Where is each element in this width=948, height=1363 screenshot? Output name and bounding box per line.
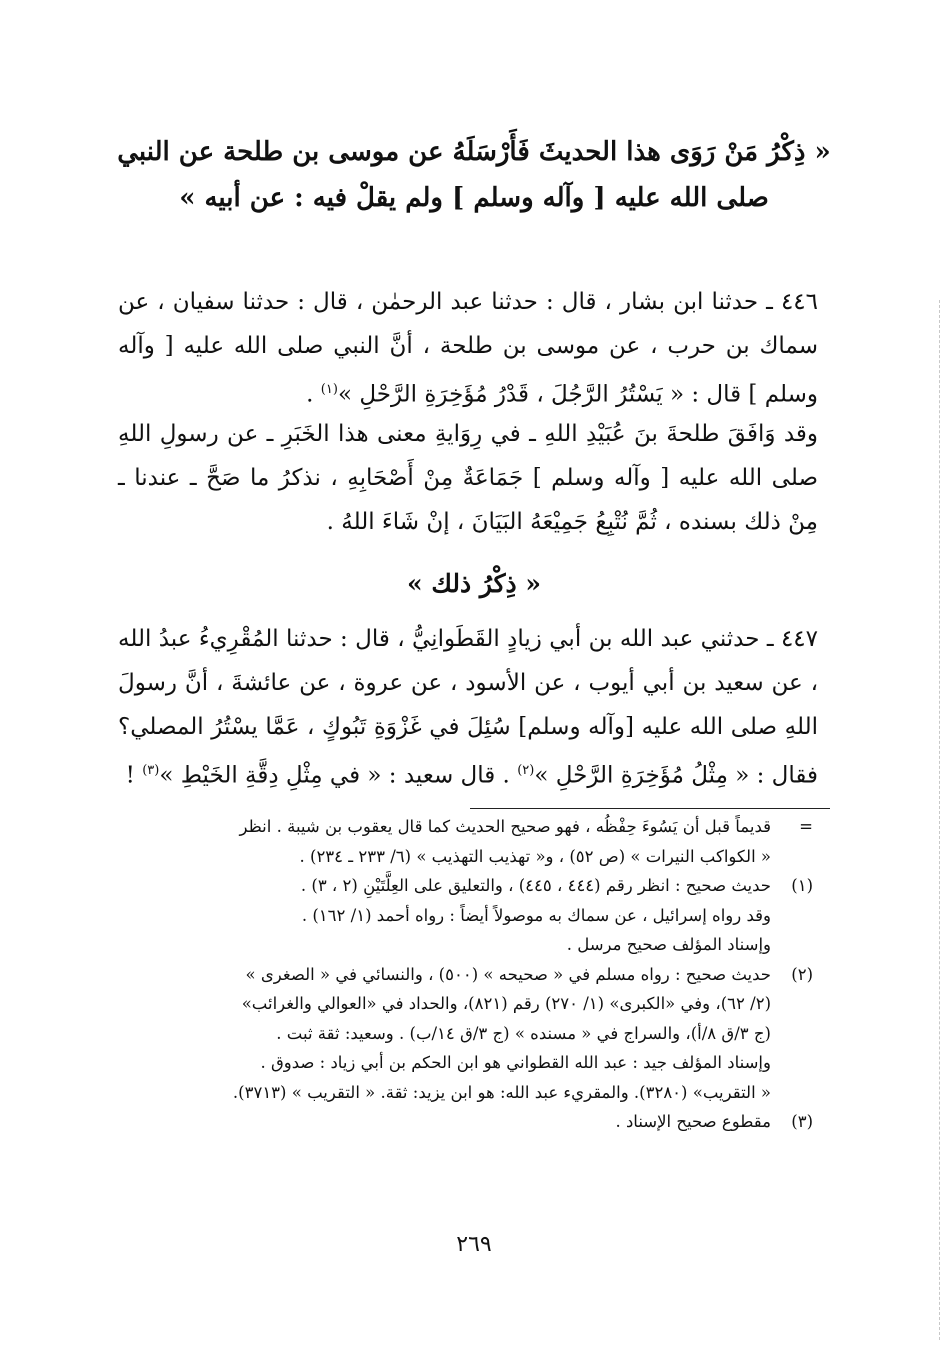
hadith-447-text-2: . قال سعيد : « في مِثْلِ دِقَّةِ الخَيْطِ » (159, 762, 518, 789)
page-number: ٢٦٩ (456, 1232, 492, 1257)
footnote-mark: = (799, 817, 813, 836)
footnote-line: وقد رواه إسرائيل ، عن سماك به موصولاً أيضاً : رواه أحمد (١/ ١٦٢) . (301, 905, 771, 925)
footnote-mark: (٣) (791, 1112, 813, 1131)
hadith-446-end: . (306, 381, 321, 408)
footnote-3 (130, 1107, 813, 1137)
footnote-mark: (٢) (791, 964, 813, 984)
footnote-ref-3[interactable]: (٣) (142, 763, 160, 778)
footnote-line: مقطوع صحيح الإسناد . (615, 1112, 771, 1131)
footnote-2 (130, 960, 813, 1108)
footnote-ref-2[interactable]: (٢) (517, 763, 535, 778)
footnote-line: حديث صحيح : انظر رقم (٤٤٤ ، ٤٤٥) ، والتعليق على العِلَّتَيْنِ (٢ ، ٣) . (300, 876, 771, 895)
hadith-447-text-1: ٤٤٧ ـ حدثني عبد الله بن أبي زيادٍ القَطَوانِيُّ ، قال : حدثنا المُقْرِيءُ عبدُ الله ، عن سعيد بن أبي أيوب ، عن الأسود ، عن عروة ، عن عائشةَ ، أنَّ رسولَ اللهِ صلى الله عليه [وآله وسلم] سُئِلَ في غَزْوَةِ تَبُوكٍ ، عَمَّا يسْتُرُ المصلي؟ فقال : « مِثْلُ مُؤَخِرَةِ الرَّحْلِ » (118, 626, 818, 789)
footnote-line: وإسناد المؤلف جيد : عبد الله القطواني هو ابن الحكم بن أبي زياد : صدوق . (260, 1053, 771, 1072)
section-heading: « ذِكْرُ ذلك » (406, 569, 541, 598)
footnote-line: وإسناد المؤلف صحيح مرسل . (566, 935, 771, 954)
footnote-continued (130, 812, 813, 871)
hadith-446-continuation: وقد وَافَقَ طلحةَ بنَ عُبَيْدِ اللهِ ـ في رِوَايةِ معنى هذا الخَبَرِ ـ عن رسولِ اللهِ صلى الله عليه [ وآله وسلم ] جَمَاعَةٌ مِنْ أَصْحَابِهِ ، نذكرُ ما صَحَّ ـ عندنا ـ مِنْ ذلك بسنده ، ثُمَّ نُتْبِعُ جَمِيْعَهُ البَيَانَ ، إنْ شَاءَ اللهُ . (118, 421, 818, 535)
hadith-446 (118, 280, 818, 417)
footnote-line: حديث صحيح : رواه مسلم في « صحيحه » (٥٠٠) ، والنسائي في « الصغرى » (245, 964, 771, 984)
footnote-1-continuation (130, 901, 813, 960)
footnote-line: (ج ٣/ق ٨/أ)، والسراج في « مسنده » (ج ٣/ق ١٤/ب) . وسعيد: ثقة ثبت . (276, 1023, 771, 1043)
chapter-heading-line-2: صلى الله عليه [ وآله وسلم ] ولم يقلْ فيه : عن أبيه » (179, 183, 769, 213)
footnote-line: قديماً قبل أن يَسُوءَ حِفْظُه ، فهو صحيح الحديث كما قال يعقوب بن شيبة . انظر (239, 817, 771, 836)
footnote-ref-1[interactable]: (١) (320, 382, 338, 397)
footnote-separator (470, 808, 830, 809)
hadith-447 (118, 617, 818, 798)
hadith-446-text: ٤٤٦ ـ حدثنا ابن بشار ، قال : حدثنا عبد الرحمٰن ، قال : حدثنا سفيان ، عن سماك بن حرب ، عن موسى بن طلحة ، أنَّ النبي صلى الله عليه [ وآله وسلم ] قال : « يَسْتُرُ الرَّجُلَ ، قَدْرُ مُؤَخِرَةِ الرَّحْلِ » (118, 289, 818, 408)
scan-edge-line (938, 300, 940, 1340)
footnote-line: « الكواكب النيرات » (ص ٥٢) ، و« تهذيب التهذيب » (٦/ ٢٣٣ ـ ٢٣٤) . (299, 846, 771, 866)
footnote-line: (٢/ ٦٢)، وفي «الكبرى» (١/ ٢٧٠) رقم (٨٢١)، والحداد في «العوالي والغرائب» (241, 994, 771, 1013)
footnote-line: « التقريب» (٣٢٨٠). والمقريء عبد الله: هو ابن يزيد: ثقة. « التقريب » (٣٧١٣). (232, 1082, 771, 1102)
chapter-heading-line-1: « ذِكْرُ مَنْ رَوَى هذا الحديثَ فَأَرْسَلَهُ عن موسى بن طلحة عن النبي (117, 137, 831, 167)
footnote-1 (130, 871, 813, 901)
footnote-mark: (١) (791, 876, 813, 895)
footnotes (130, 812, 813, 1137)
hadith-447-end: ! (125, 762, 143, 789)
